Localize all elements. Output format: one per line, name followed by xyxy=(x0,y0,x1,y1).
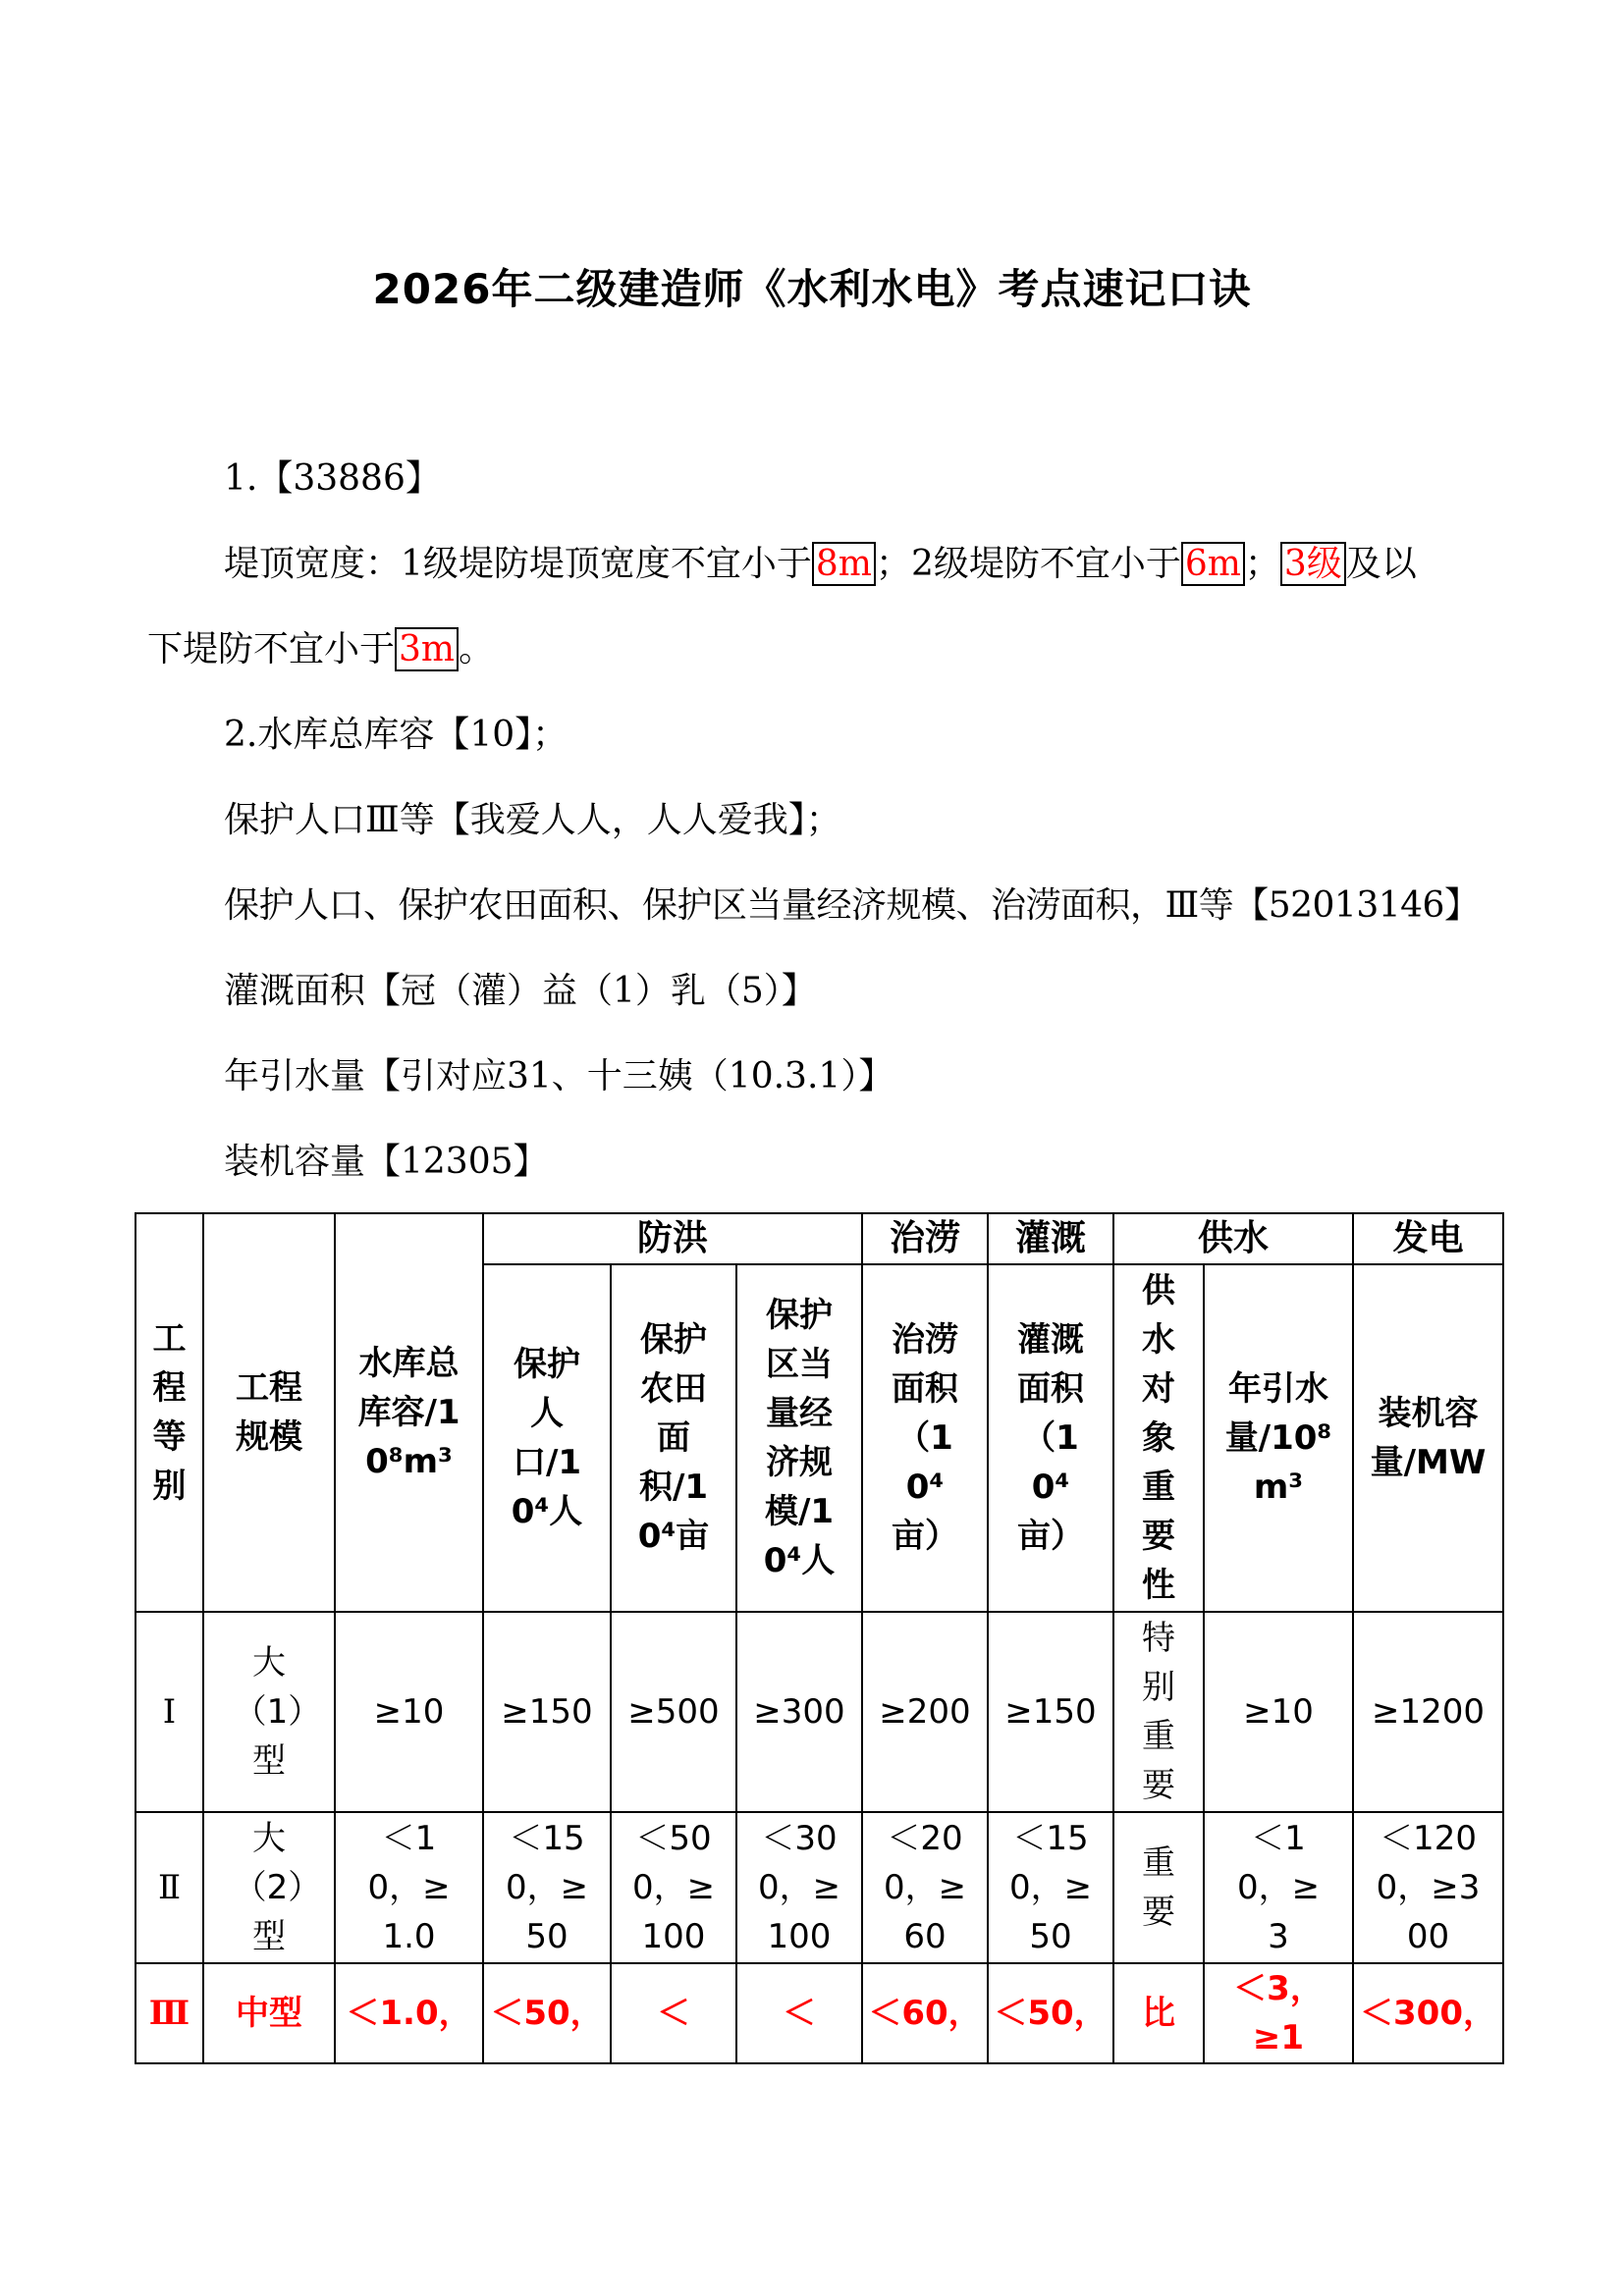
text: ； xyxy=(1244,544,1280,584)
cell: 比 xyxy=(1113,1963,1204,2063)
header-annual-diversion: 年引水量/10⁸m³ xyxy=(1204,1264,1353,1612)
cell: 中型 xyxy=(203,1963,335,2063)
cell: ≥500 xyxy=(611,1612,736,1812)
cell: ≥150 xyxy=(483,1612,611,1812)
point-2-heading: 2.水库总库容【10】； xyxy=(224,715,568,755)
header-grade: 工程等别 xyxy=(135,1213,203,1612)
cell: ≥150 xyxy=(988,1612,1113,1812)
embankment-width-line-2 xyxy=(147,628,494,671)
group-flood-control: 防洪 xyxy=(483,1213,862,1264)
highlight-3m: 3m xyxy=(395,627,459,671)
group-water-supply: 供水 xyxy=(1113,1213,1353,1264)
header-capacity: 水库总库容/10⁸m³ xyxy=(335,1213,483,1612)
mnemonic-population: 保护人口Ⅲ等【我爱人人，人人爱我】； xyxy=(224,800,841,840)
header-population: 保护人口/10⁴人 xyxy=(483,1264,611,1612)
cell: ≥300 xyxy=(736,1612,862,1812)
table-row xyxy=(135,1812,1503,1963)
cell: ＜ xyxy=(611,1963,736,2063)
cell: ＜1.0， xyxy=(335,1963,483,2063)
cell: ＜50， xyxy=(483,1963,611,2063)
cell: ＜60， xyxy=(862,1963,988,2063)
header-supply-importance: 供水对象重要性 xyxy=(1113,1264,1204,1612)
highlight-8m: 8m xyxy=(812,542,876,586)
project-grade-table xyxy=(135,1212,1504,2064)
cell: 大（1）型 xyxy=(203,1612,335,1812)
cell: ≥1200 xyxy=(1353,1612,1503,1812)
header-installed-capacity: 装机容量/MW xyxy=(1353,1264,1503,1612)
highlight-level-3: 3级 xyxy=(1280,542,1346,586)
mnemonic-water-diversion: 年引水量【引对应31、十三姨（10.3.1）】 xyxy=(224,1056,894,1096)
cell: Ⅰ xyxy=(135,1612,203,1812)
highlight-6m: 6m xyxy=(1181,542,1245,586)
cell: ＜3，≥1 xyxy=(1204,1963,1353,2063)
header-scale: 工程规模 xyxy=(203,1213,335,1612)
mnemonic-irrigation: 灌溉面积【冠（灌）益（1）乳（5）】 xyxy=(224,971,817,1011)
cell: ＜10，≥3 xyxy=(1204,1812,1353,1963)
point-1-heading: 1.【33886】 xyxy=(224,458,441,499)
cell: ＜1200，≥300 xyxy=(1353,1812,1503,1963)
cell: Ⅲ xyxy=(135,1963,203,2063)
cell: 特别重要 xyxy=(1113,1612,1204,1812)
text: 下堤防不宜小于 xyxy=(147,629,396,669)
cell: 大（2）型 xyxy=(203,1812,335,1963)
cell: ＜150，≥50 xyxy=(483,1812,611,1963)
cell: ＜300，≥100 xyxy=(736,1812,862,1963)
header-farmland: 保护农田面积/10⁴亩 xyxy=(611,1264,736,1612)
embankment-width-line-1 xyxy=(224,543,1417,586)
cell: 重要 xyxy=(1113,1812,1204,1963)
text: 及以 xyxy=(1345,544,1417,584)
group-irrigation: 灌溉 xyxy=(988,1213,1113,1264)
cell: ＜10，≥1.0 xyxy=(335,1812,483,1963)
cell: ＜200，≥60 xyxy=(862,1812,988,1963)
cell: ≥200 xyxy=(862,1612,988,1812)
header-economic-scale: 保护区当量经济规模/10⁴人 xyxy=(736,1264,862,1612)
cell: ≥10 xyxy=(335,1612,483,1812)
cell: ＜ xyxy=(736,1963,862,2063)
mnemonic-protection: 保护人口、保护农田面积、保护区当量经济规模、治涝面积，Ⅲ等【52013146】 xyxy=(224,885,1480,926)
page-title: 2026年二级建造师《水利水电》考点速记口诀 xyxy=(372,265,1252,313)
group-drainage: 治涝 xyxy=(862,1213,988,1264)
mnemonic-installed-capacity: 装机容量【12305】 xyxy=(224,1142,549,1182)
cell: ＜50， xyxy=(988,1963,1113,2063)
cell: Ⅱ xyxy=(135,1812,203,1963)
cell: ≥10 xyxy=(1204,1612,1353,1812)
header-irrigation-area: 灌溉面积（10⁴亩） xyxy=(988,1264,1113,1612)
text: ；2级堤防不宜小于 xyxy=(875,544,1181,584)
table-row xyxy=(135,1612,1503,1812)
cell: ＜150，≥50 xyxy=(988,1812,1113,1963)
text: 堤顶宽度：1级堤防堤顶宽度不宜小于 xyxy=(224,544,812,584)
cell: ＜500，≥100 xyxy=(611,1812,736,1963)
header-drainage-area: 治涝面积（10⁴亩） xyxy=(862,1264,988,1612)
text: 。 xyxy=(459,629,495,669)
cell: ＜300， xyxy=(1353,1963,1503,2063)
table-row xyxy=(135,1963,1503,2063)
group-power: 发电 xyxy=(1353,1213,1503,1264)
